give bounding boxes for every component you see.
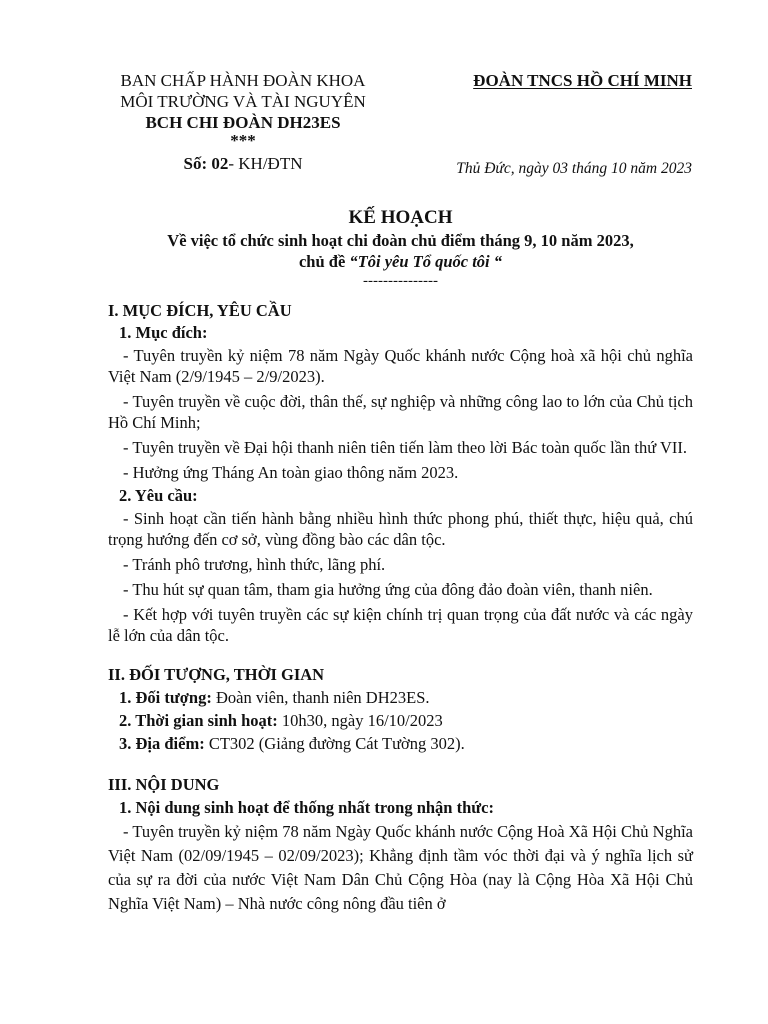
header-stars: *** xyxy=(230,131,256,150)
title-main: KẾ HOẠCH xyxy=(348,207,453,228)
purpose-list xyxy=(108,345,693,483)
title-line2 xyxy=(108,251,693,272)
section2-item1 xyxy=(119,687,693,708)
title-theme: “Tôi yêu Tổ quốc tôi “ xyxy=(349,252,503,271)
requirement-item: - Tránh phô trương, hình thức, lãng phí. xyxy=(123,555,386,574)
requirement-item: - Thu hút sự quan tâm, tham gia hưởng ứng của đông đảo đoàn viên, thanh niên. xyxy=(123,580,653,599)
requirement-item: - Sinh hoạt cần tiến hành bằng nhiều hình thức phong phú, thiết thực, hiệu quả, chú trọng hướng đến cơ sở, vùng đồng bào các dân tộc. xyxy=(108,509,693,549)
location-value: CT302 (Giảng đường Cát Tường 302). xyxy=(204,734,465,753)
doc-number-label: Số: 02 xyxy=(183,154,229,173)
section2-heading: II. ĐỐI TƯỢNG, THỜI GIAN xyxy=(108,665,325,684)
requirement-item: - Kết hợp với tuyên truyền các sự kiện chính trị quan trọng của đất nước và các ngày lễ lớn của dân tộc. xyxy=(108,605,693,645)
section3-heading: III. NỘI DUNG xyxy=(108,775,220,794)
purpose-item: - Tuyên truyền kỷ niệm 78 năm Ngày Quốc khánh nước Cộng hoà xã hội chủ nghĩa Việt Nam (2/9/1945 – 2/9/2023). xyxy=(108,346,693,386)
doc-number-suffix: - KH/ĐTN xyxy=(228,154,303,173)
header-left-line3: BCH CHI ĐOÀN DH23ES xyxy=(145,113,341,132)
title-line2-prefix: chủ đề xyxy=(298,252,350,271)
title-separator: --------------- xyxy=(363,273,438,289)
header-doc-number xyxy=(98,153,388,174)
section1-heading: I. MỤC ĐÍCH, YÊU CẦU xyxy=(108,301,292,320)
title-line1: Về việc tổ chức sinh hoạt chi đoàn chủ điểm tháng 9, 10 năm 2023, xyxy=(167,231,634,250)
title-block xyxy=(108,206,693,288)
purpose-item: - Tuyên truyền về Đại hội thanh niên tiên tiến làm theo lời Bác toàn quốc lần thứ VII. xyxy=(123,438,688,457)
target-label: 1. Đối tượng: xyxy=(119,688,212,707)
section2-item3 xyxy=(119,733,693,754)
purpose-item: - Tuyên truyền về cuộc đời, thân thế, sự nghiệp và những công lao to lớn của Chủ tịch Hồ Chí Minh; xyxy=(108,392,693,432)
requirement-list xyxy=(108,508,693,646)
section3-sub1: 1. Nội dung sinh hoạt để thống nhất trong nhận thức: xyxy=(119,798,494,817)
section1-sub2: 2. Yêu cầu: xyxy=(119,486,198,505)
purpose-item: - Hưởng ứng Tháng An toàn giao thông năm 2023. xyxy=(123,463,459,482)
header-left-line2: MÔI TRƯỜNG VÀ TÀI NGUYÊN xyxy=(120,92,366,111)
document-body xyxy=(108,300,693,916)
location-label: 3. Địa điểm: xyxy=(119,734,205,753)
time-value: 10h30, ngày 16/10/2023 xyxy=(277,711,443,730)
time-label: 2. Thời gian sinh hoạt: xyxy=(119,711,278,730)
header-org: ĐOÀN TNCS HỒ CHÍ MINH xyxy=(473,71,692,90)
header-left xyxy=(98,70,388,174)
header-place-date: Thủ Đức, ngày 03 tháng 10 năm 2023 xyxy=(456,160,692,177)
section2-item2 xyxy=(119,710,693,731)
target-value: Đoàn viên, thanh niên DH23ES. xyxy=(211,688,430,707)
header-left-line1: BAN CHẤP HÀNH ĐOÀN KHOA xyxy=(120,71,366,90)
section3-para1: - Tuyên truyền kỷ niệm 78 năm Ngày Quốc khánh nước Cộng Hoà Xã Hội Chủ Nghĩa Việt Nam (02/09/1945 – 02/09/2023); Khẳng định tầm vóc thời đại và ý nghĩa lịch sử của sự ra đời của nước Việt Nam Dân Chủ Cộng Hòa (nay là Cộng Hòa Xã Hội Chủ Nghĩa Việt Nam) – Nhà nước công nông đầu tiên ở xyxy=(108,822,693,913)
section1-sub1: 1. Mục đích: xyxy=(119,323,208,342)
